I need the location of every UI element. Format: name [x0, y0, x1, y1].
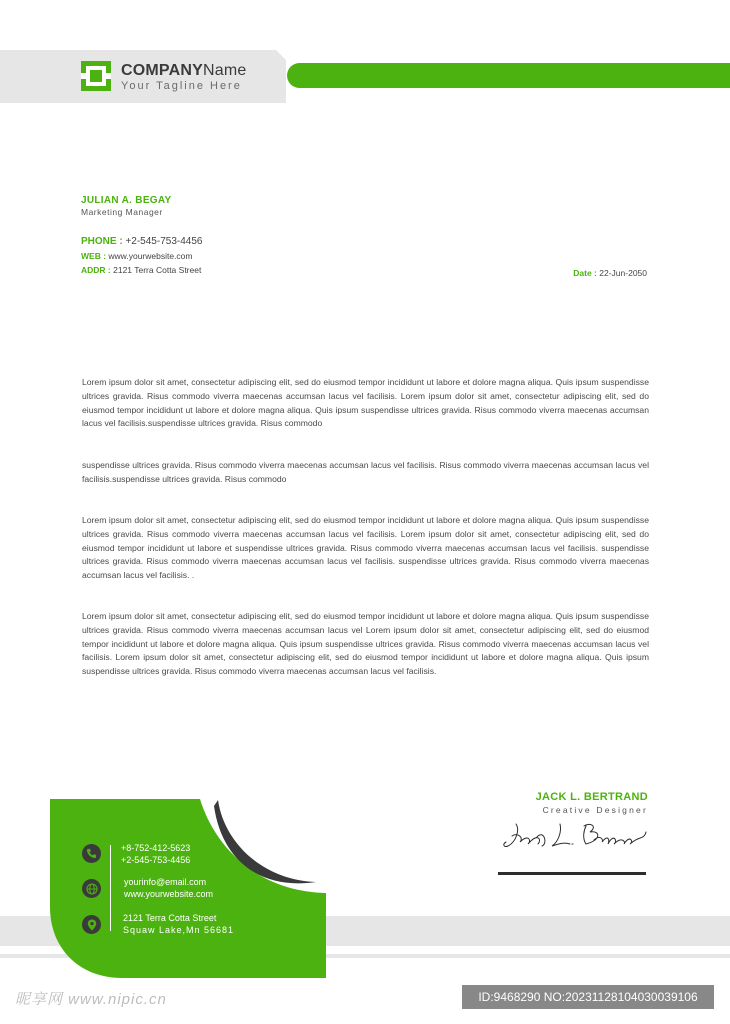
footer-phones [121, 842, 190, 866]
location-pin-icon [82, 915, 101, 934]
phone-icon [82, 844, 101, 863]
company-name-light: Name [203, 62, 247, 79]
footer-address-line-1: 2121 Terra Cotta Street [123, 913, 217, 923]
watermark-id: ID:9468290 NO:20231128104030039106 [462, 985, 714, 1009]
watermark-site: 昵享网 www.nipic.cn [15, 991, 167, 1008]
footer-email: yourinfo@email.com [124, 877, 207, 887]
web-value: www.yourwebsite.com [108, 251, 193, 261]
web-label: WEB : [81, 251, 107, 261]
signatory-title: Creative Designer [542, 805, 648, 815]
body-paragraph-1: Lorem ipsum dolor sit amet, consectetur adipiscing elit, sed do eiusmod tempor incididunt ut labore et dolore magna aliqua. Quis ipsum suspendisse ultrices gravida. Risus commodo viverra maecenas accumsan lacus vel facilisis. Lorem ipsum dolor sit amet, consectetur adipiscing elit, sed do eiusmod tempor incididunt ut labore et dolore magna aliqua. Quis ipsum suspendisse ultrices gravida. Risus commodo viverra maecenas accumsan lacus vel facilisis.suspendisse ultrices gravida. Risus commodo [82, 377, 649, 429]
company-name [121, 62, 246, 80]
addr-value: 2121 Terra Cotta Street [113, 265, 202, 275]
date-label: Date : [573, 268, 597, 278]
footer-address [123, 912, 234, 936]
footer-divider [110, 845, 111, 931]
footer-address-line-2: Squaw Lake,Mn 56681 [123, 925, 235, 935]
letter-date [573, 268, 647, 278]
company-tagline: Your Tagline Here [121, 80, 242, 92]
body-paragraph-4: Lorem ipsum dolor sit amet, consectetur adipiscing elit, sed do eiusmod tempor incididunt ut labore et dolore magna aliqua. Quis ipsum suspendisse ultrices gravida. Risus commodo viverra maecenas accumsan lacus vel Lorem ipsum dolor sit amet, consectetur adipiscing elit, sed do eiusmod tempor incididunt ut labore et dolore magna aliqua. Quis ipsum suspendisse ultrices gravida. Risus commodo viverra maecenas accumsan lacus vel facilisis. Lorem ipsum dolor sit amet, consectetur adipiscing elit, sed do eiusmod tempor incididunt ut labore et dolore magna aliqua. Quis ipsum suspendisse ultrices gravida. Risus commodo viverra maecenas accumsan lacus vel facilisis. [82, 611, 649, 677]
footer-phone-2: +2-545-753-4456 [121, 855, 191, 865]
body-paragraph-3: Lorem ipsum dolor sit amet, consectetur adipiscing elit, sed do eiusmod tempor incididunt ut labore et dolore magna aliqua. Quis ipsum suspendisse ultrices gravida. Risus commodo viverra maecenas accumsan lacus vel facilisis. Lorem ipsum dolor sit amet, consectetur adipiscing elit, sed do eiusmod tempor incididunt ut labore et suspendisse ultrices gravida. Risus commodo viverra maecenas accumsan lacus vel facilisis. suspendisse ultrices gravida. Risus commodo viverra maecenas accumsan lacus vel facilisis. suspendisse ultrices gravida. Risus commodo viverra maecenas accumsan lacus vel facilisis. . [82, 515, 649, 581]
header-accent-bar [287, 63, 730, 88]
signatory-name: JACK L. BERTRAND [535, 791, 648, 803]
footer-online [124, 876, 213, 900]
footer-phone-1: +8-752-412-5623 [121, 843, 191, 853]
company-name-bold: COMPANY [121, 62, 203, 79]
date-value: 22-Jun-2050 [599, 268, 647, 278]
sender-address [81, 265, 201, 275]
sender-phone [81, 236, 202, 247]
phone-value: +2-545-753-4456 [125, 236, 203, 247]
addr-label: ADDR : [81, 265, 111, 275]
body-paragraph-2: suspendisse ultrices gravida. Risus commodo viverra maecenas accumsan lacus vel facilisis. Risus commodo viverra maecenas accumsan lacus vel facilisis.suspendisse ultrices gravida. Risus commodo [82, 460, 649, 484]
handwritten-signature [498, 818, 652, 854]
signature-line [498, 872, 646, 875]
sender-web [81, 251, 193, 261]
sender-title: Marketing Manager [81, 207, 163, 217]
sender-name: JULIAN A. BEGAY [81, 195, 172, 206]
phone-label: PHONE : [81, 236, 123, 247]
company-logo-icon [81, 61, 111, 91]
footer-website: www.yourwebsite.com [124, 889, 214, 899]
globe-icon [82, 879, 101, 898]
